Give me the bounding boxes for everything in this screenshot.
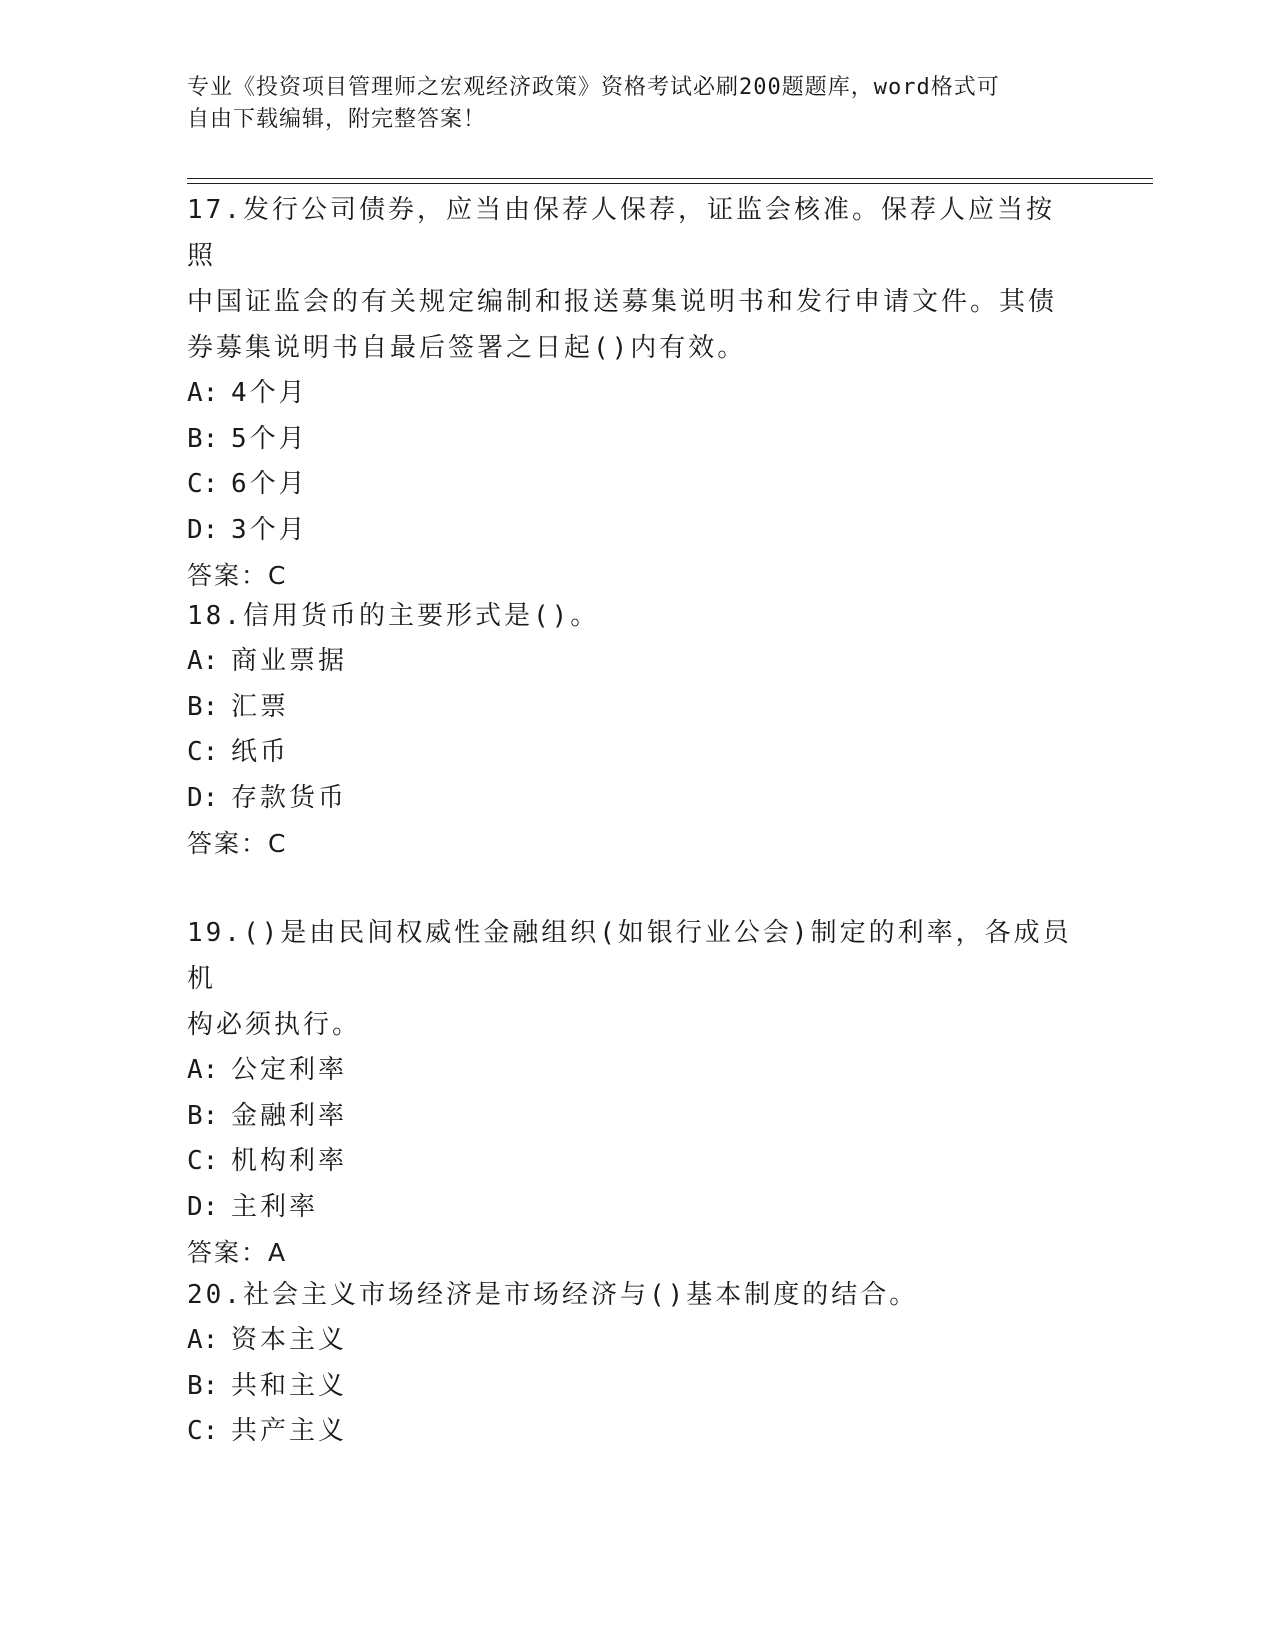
option-c	[187, 1409, 1077, 1455]
option-text: 机构利率	[231, 1146, 348, 1176]
question-stem-line: 18.信用货币的主要形式是()。	[187, 601, 600, 631]
option-label: C:	[187, 1146, 219, 1176]
option-b	[187, 685, 1077, 731]
answer: 答案：C	[187, 561, 288, 590]
option-c	[187, 730, 1077, 776]
header-divider-top	[187, 178, 1153, 179]
option-label: D:	[187, 514, 219, 545]
option-d	[187, 1185, 1077, 1231]
question-17	[187, 187, 1077, 599]
option-text: 存款货币	[231, 782, 348, 813]
option-text: 纸币	[231, 737, 290, 767]
answer: 答案：A	[187, 1238, 288, 1267]
option-text: 5个月	[231, 423, 308, 454]
question-stem-line: 20.社会主义市场经济是市场经济与()基本制度的结合。	[187, 1280, 919, 1310]
option-label: B:	[187, 423, 219, 454]
option-d	[187, 776, 1077, 822]
option-c	[187, 462, 1077, 508]
option-c	[187, 1139, 1077, 1185]
question-18	[187, 593, 1077, 867]
option-label: B:	[187, 1100, 219, 1131]
option-text: 共产主义	[231, 1416, 348, 1446]
option-text: 金融利率	[231, 1100, 348, 1131]
question-stem-line: 中国证监会的有关规定编制和报送募集说明书和发行申请文件。其债	[187, 287, 1058, 317]
option-text: 公定利率	[231, 1055, 348, 1085]
option-text: 汇票	[231, 691, 290, 722]
option-label: B:	[187, 691, 219, 722]
option-b	[187, 1364, 1077, 1410]
option-a	[187, 1318, 1077, 1364]
option-label: C:	[187, 737, 219, 767]
header-line-1: 专业《投资项目管理师之宏观经济政策》资格考试必刷200题题库，word格式可	[187, 75, 1000, 100]
question-stem-line: 构必须执行。	[187, 1010, 362, 1040]
option-label: C:	[187, 1416, 219, 1446]
option-text: 6个月	[231, 469, 308, 499]
option-text: 共和主义	[231, 1370, 348, 1401]
question-19	[187, 910, 1077, 1276]
header-divider-bottom	[187, 183, 1153, 184]
option-b	[187, 417, 1077, 463]
option-label: D:	[187, 1191, 219, 1222]
option-label: D:	[187, 782, 219, 813]
option-text: 3个月	[231, 514, 308, 545]
option-label: A:	[187, 378, 219, 408]
option-text: 资本主义	[231, 1325, 348, 1355]
question-stem-line: 19.()是由民间权威性金融组织(如银行业公会)制定的利率，各成员机	[187, 918, 1072, 994]
option-a	[187, 371, 1077, 417]
option-label: C:	[187, 469, 219, 499]
question-20	[187, 1272, 1077, 1455]
option-d	[187, 508, 1077, 554]
answer: 答案：C	[187, 829, 288, 858]
question-stem-line: 17.发行公司债券，应当由保荐人保荐，证监会核准。保荐人应当按照	[187, 195, 1055, 271]
option-label: A:	[187, 1325, 219, 1355]
document-header	[187, 72, 1067, 136]
header-line-2: 自由下载编辑，附完整答案！	[187, 107, 487, 132]
option-label: A:	[187, 1055, 219, 1085]
option-b	[187, 1094, 1077, 1140]
option-text: 商业票据	[231, 646, 348, 676]
question-stem-line: 券募集说明书自最后签署之日起()内有效。	[187, 333, 747, 363]
option-a	[187, 639, 1077, 685]
option-text: 4个月	[231, 378, 308, 408]
option-a	[187, 1048, 1077, 1094]
option-label: A:	[187, 646, 219, 676]
option-label: B:	[187, 1370, 219, 1401]
option-text: 主利率	[231, 1191, 319, 1222]
